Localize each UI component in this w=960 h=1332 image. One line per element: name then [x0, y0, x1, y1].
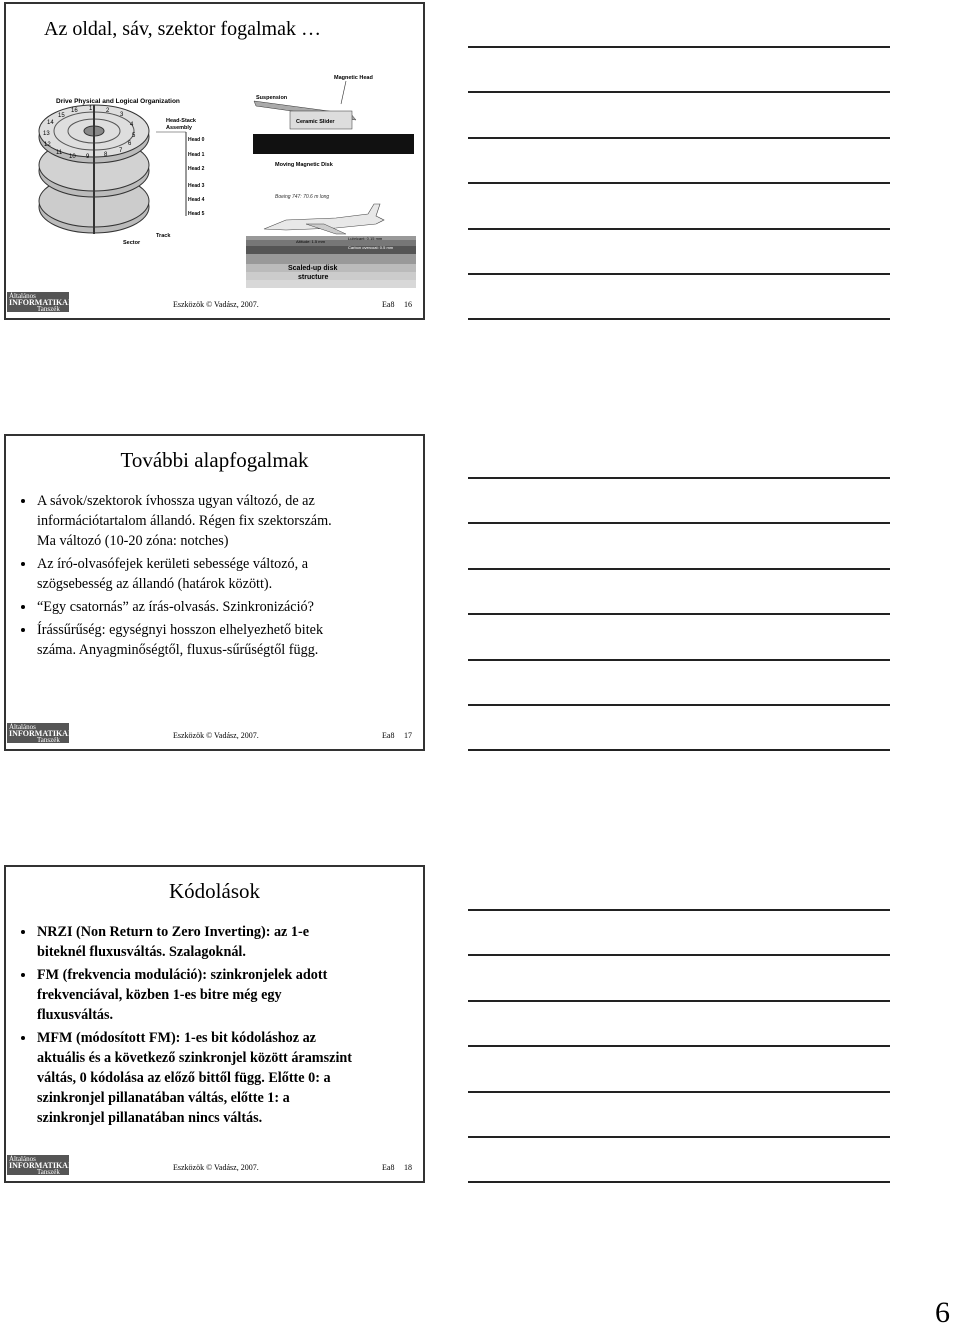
department-logo: [7, 1155, 72, 1176]
note-line: [468, 46, 890, 48]
footer-copyright: Eszközök © Vadász, 2007.: [173, 731, 259, 740]
logo-text: Tanszék: [37, 736, 60, 744]
bullet-text: szinkronjel pillanatában nincs váltás.: [37, 1110, 263, 1126]
note-line: [468, 749, 890, 751]
ceramic-slider-label: Ceramic Slider: [296, 119, 335, 125]
head-label: Head 3: [188, 183, 205, 189]
sector-num: 1: [89, 106, 93, 112]
note-line: [468, 568, 890, 570]
sector-num: 11: [56, 150, 63, 156]
note-line: [468, 273, 890, 275]
footer-code: Ea8: [382, 1163, 395, 1172]
sector-num: 9: [86, 154, 90, 160]
moving-disk-label: Moving Magnetic Disk: [275, 162, 333, 168]
bullet-text: A sávok/szektorok ívhossza ugyan változó, de az: [37, 493, 315, 509]
note-line: [468, 954, 890, 956]
slide-16: [4, 2, 425, 320]
bullet-line: [20, 942, 413, 962]
bullet-dot-icon: [21, 930, 25, 934]
head-label: Head 2: [188, 166, 205, 172]
sector-num: 16: [71, 108, 78, 114]
bullet-line: [20, 1068, 413, 1088]
logo-text: INFORMATIKAI: [9, 729, 72, 738]
slide-footer: [6, 1153, 423, 1175]
footer-code: Ea8: [382, 300, 395, 309]
carbon-label: Carbon overcoat: 0.5 mm: [348, 245, 394, 250]
logo-text: INFORMATIKAI: [9, 1161, 72, 1170]
bullet-text: szögsebesség az állandó (határok között).: [37, 576, 273, 592]
bullet-line: [20, 531, 413, 551]
note-line: [468, 1000, 890, 1002]
scaled-up-label: Scaled-up disk: [288, 265, 338, 272]
suspension-label: Suspension: [256, 95, 288, 101]
bullet-text: száma. Anyagminőségtől, fluxus-sűrűségtől függ.: [37, 642, 319, 658]
note-line: [468, 909, 890, 911]
slide-number: 17: [404, 731, 412, 740]
note-line: [468, 1091, 890, 1093]
airplane-icon: [264, 204, 384, 234]
bullet-line: [20, 1108, 413, 1128]
note-line: [468, 1181, 890, 1183]
slide-footer: [6, 290, 423, 312]
bullet-text: szinkronjel pillanatában váltás, előtte 1: a: [37, 1090, 290, 1106]
bullet-line: [20, 1088, 413, 1108]
bullet-dot-icon: [21, 499, 25, 503]
footer-copyright: Eszközök © Vadász, 2007.: [173, 1163, 259, 1172]
magnetic-head-label: Magnetic Head: [334, 75, 373, 81]
logo-text: Tanszék: [37, 305, 60, 313]
slide-18: [4, 865, 425, 1183]
bullet-line: [20, 511, 413, 531]
bullet-text: FM (frekvencia moduláció): szinkronjelek adott: [37, 967, 328, 983]
sector-num: 10: [69, 154, 76, 160]
bullet-line: [20, 640, 413, 660]
slide-footer: [6, 721, 423, 743]
department-logo: [7, 292, 72, 313]
logo-text: Tanszék: [37, 1168, 60, 1176]
note-line: [468, 704, 890, 706]
head-label: Head 0: [188, 137, 205, 143]
sector-num: 5: [132, 133, 136, 139]
head-label: Head 4: [188, 197, 205, 203]
sector-num: 2: [106, 108, 110, 114]
slide-number: 18: [404, 1163, 412, 1172]
bullet-list: [20, 922, 413, 1131]
sector-num: 7: [119, 148, 123, 154]
note-line: [468, 228, 890, 230]
sector-num: 4: [130, 122, 134, 128]
sector-num: 3: [120, 112, 124, 118]
bullet-dot-icon: [21, 628, 25, 632]
sector-label: Sector: [123, 240, 141, 246]
bullet-text: MFM (módosított FM): 1-es bit kódoláshoz az: [37, 1030, 316, 1046]
diagram-left-title: Drive Physical and Logical Organization: [56, 98, 180, 105]
note-line: [468, 182, 890, 184]
head-label: Head 5: [188, 211, 205, 217]
bullet-line: [20, 985, 413, 1005]
bullet-line: [20, 1005, 413, 1025]
slide-title: További alapfogalmak: [120, 448, 309, 472]
slide-17: [4, 434, 425, 751]
logo-text: INFORMATIKAI: [9, 298, 72, 307]
sector-num: 6: [128, 141, 132, 147]
bullet-line: [20, 965, 413, 985]
bullet-line: [20, 1048, 413, 1068]
note-line: [468, 659, 890, 661]
bullet-line: [20, 597, 413, 617]
disk-diagram: [6, 44, 423, 314]
footer-copyright: Eszközök © Vadász, 2007.: [173, 300, 259, 309]
altitude-label: Altitude: 1.5 mm: [296, 239, 325, 244]
bullet-text: Írássűrűség: egységnyi hosszon elhelyezhető bitek: [37, 622, 324, 638]
page-number: 6: [935, 1296, 950, 1329]
logo-text: Általános: [9, 292, 36, 300]
note-line: [468, 137, 890, 139]
bullet-text: “Egy csatornás” az írás-olvasás. Szinkronizáció?: [37, 599, 314, 615]
slide-title: Kódolások: [169, 879, 260, 903]
bullet-text: aktuális és a következő szinkronjel között áramszint: [37, 1050, 352, 1066]
note-line: [468, 318, 890, 320]
bullet-line: [20, 1028, 413, 1048]
bullet-line: [20, 554, 413, 574]
bullet-text: Ma változó (10-20 zóna: notches): [37, 533, 229, 549]
footer-code: Ea8: [382, 731, 395, 740]
bullet-text: váltás, 0 kódolása az előző bittől függ. Előtte 0: a: [37, 1070, 331, 1086]
bullet-text: NRZI (Non Return to Zero Inverting): az 1-e: [37, 924, 310, 940]
bullet-text: információtartalom állandó. Régen fix szektorszám.: [37, 513, 332, 529]
slide-number: 16: [404, 300, 412, 309]
note-line: [468, 477, 890, 479]
logo-text: Általános: [9, 1155, 36, 1163]
bullet-text: fluxusváltás.: [37, 1007, 114, 1023]
bullet-line: [20, 922, 413, 942]
sector-num: 8: [104, 152, 108, 158]
sector-num: 14: [47, 120, 54, 126]
slide-title: Az oldal, sáv, szektor fogalmak …: [44, 18, 321, 40]
bullet-dot-icon: [21, 973, 25, 977]
sector-num: 12: [44, 142, 51, 148]
head-label: Head 1: [188, 152, 205, 158]
sector-num: 15: [58, 113, 65, 119]
bullet-dot-icon: [21, 1036, 25, 1040]
track-label: Track: [156, 233, 171, 239]
logo-text: Általános: [9, 723, 36, 731]
boeing-label: Boeing 747: 70.6 m long: [275, 194, 330, 200]
bullet-line: [20, 574, 413, 594]
note-line: [468, 1045, 890, 1047]
scaled-up-label-2: structure: [298, 274, 329, 281]
assembly-label: Assembly: [166, 125, 192, 131]
lubricant-label: Lubricant: 0.15 mm: [348, 236, 383, 241]
note-line: [468, 613, 890, 615]
bullet-line: [20, 491, 413, 511]
bullet-dot-icon: [21, 562, 25, 566]
bullet-text: biteknél fluxusváltás. Szalagoknál.: [37, 944, 246, 960]
note-line: [468, 91, 890, 93]
bullet-line: [20, 620, 413, 640]
note-line: [468, 1136, 890, 1138]
note-line: [468, 522, 890, 524]
sector-num: 13: [43, 131, 50, 137]
department-logo: [7, 723, 72, 744]
moving-disk-bar: [253, 134, 414, 154]
bullet-dot-icon: [21, 605, 25, 609]
bullet-text: Az író-olvasófejek kerületi sebessége változó, a: [37, 556, 309, 572]
bullet-text: frekvenciával, közben 1-es bitre még egy: [37, 987, 282, 1003]
bullet-list: [20, 491, 413, 663]
head-stack-label: Head-Stack: [166, 118, 196, 124]
